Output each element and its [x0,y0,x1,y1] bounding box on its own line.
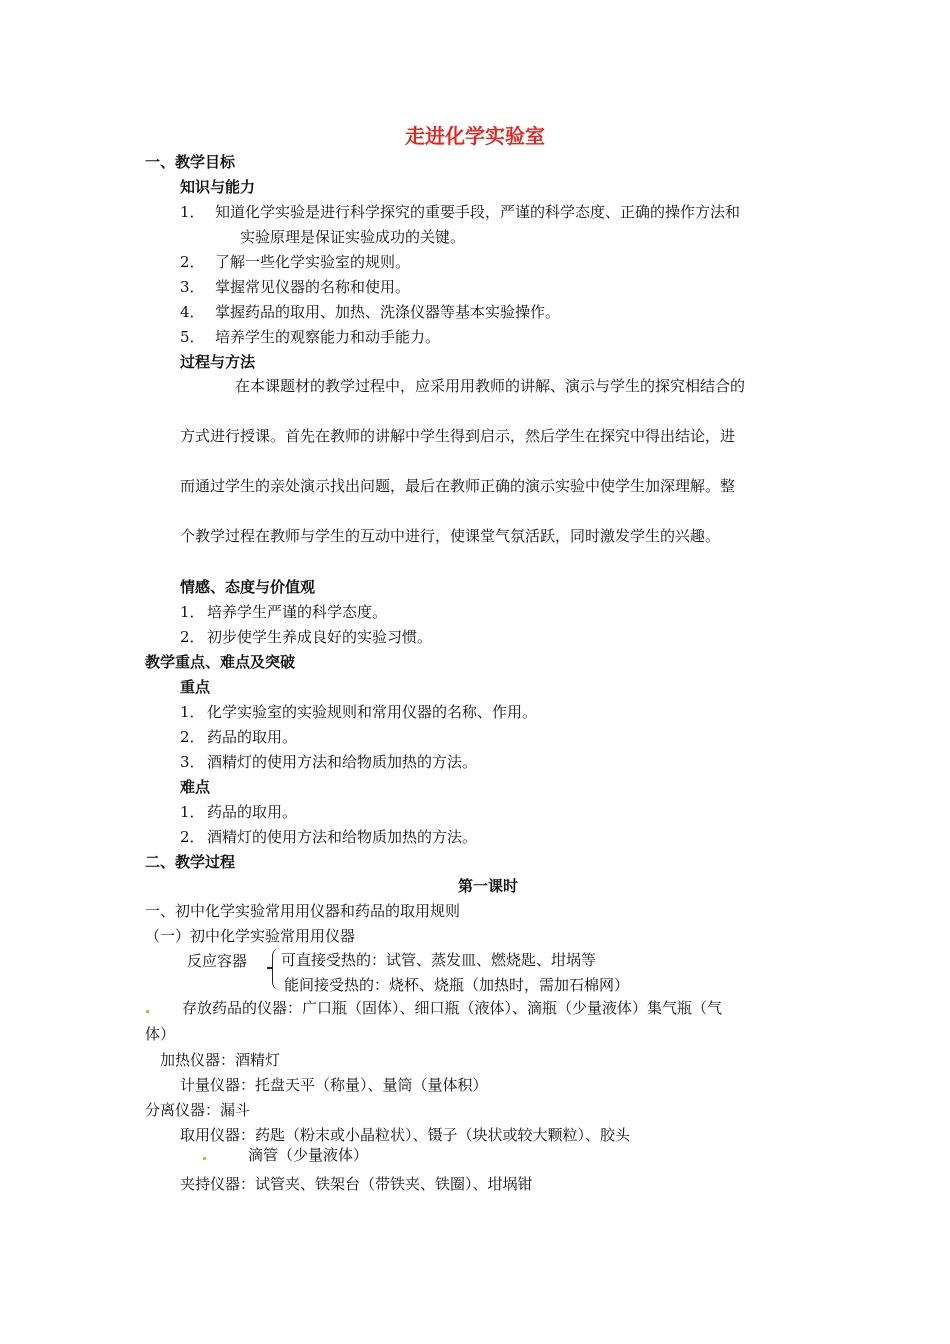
list-number: 4． [180,303,205,321]
list-item-continuation: 实验原理是保证实验成功的关键。 [240,228,466,246]
list-item-text: 知道化学实验是进行科学探究的重要手段，严谨的科学态度、正确的操作方法和 [215,203,741,221]
subheading-emotion: 情感、态度与价值观 [180,578,316,596]
paragraph-line: 而通过学生的亲处演示找出问题，最后在教师正确的演示实验中使学生加深理解。整 [180,477,736,495]
reaction-container-label: 反应容器 [187,952,248,970]
subheading-knowledge: 知识与能力 [180,178,256,196]
holding-instruments: 夹持仪器：试管夹、铁架台（带铁夹、铁圈）、坩埚钳 [180,1175,533,1193]
list-item-text: 培养学生的观察能力和动手能力。 [215,328,441,346]
lesson-heading: 第一课时 [458,877,519,895]
list-number: 1． [180,703,205,721]
list-item-text: 了解一些化学实验室的规则。 [215,253,411,271]
list-number: 1． [180,203,205,221]
bullet-dot [203,1157,206,1160]
reaction-indirect-heating: 能间接受热的：烧杯、烧瓶（加热时，需加石棉网） [284,976,630,994]
bullet-dot [146,1010,149,1013]
list-number: 2． [180,828,205,846]
list-number: 2． [180,253,205,271]
list-item-text: 掌握药品的取用、加热、洗涤仪器等基本实验操作。 [215,303,561,321]
paragraph-line: 在本课题材的教学过程中，应采用用教师的讲解、演示与学生的探究相结合的 [235,377,746,395]
taking-instruments-line: 取用仪器：药匙（粉末或小晶粒状）、镊子（块状或较大颗粒）、胶头 [180,1126,631,1144]
part-heading: 一、初中化学实验常用用仪器和药品的取用规则 [145,902,461,920]
list-item-text: 药品的取用。 [207,803,298,821]
paragraph-line: 方式进行授课。首先在教师的讲解中学生得到启示，然后学生在探究中得出结论，进 [180,427,736,445]
list-number: 2． [180,728,205,746]
list-item-text: 初步使学生养成良好的实验习惯。 [207,628,433,646]
list-number: 3． [180,278,205,296]
list-number: 2． [180,628,205,646]
section-heading-process: 二、教学过程 [145,853,236,871]
subheading-focus: 重点 [180,678,211,696]
subheading-process: 过程与方法 [180,353,256,371]
section-heading-objectives: 一、教学目标 [145,153,236,171]
list-item-text: 酒精灯的使用方法和给物质加热的方法。 [207,828,478,846]
separation-instruments: 分离仪器：漏斗 [145,1101,251,1119]
list-item-text: 酒精灯的使用方法和给物质加热的方法。 [207,753,478,771]
list-number: 3． [180,753,205,771]
list-number: 5． [180,328,205,346]
list-number: 1． [180,803,205,821]
subpart-heading: （一）初中化学实验常用用仪器 [145,927,356,945]
list-item-text: 化学实验室的实验规则和常用仪器的名称、作用。 [207,703,538,721]
list-number: 1． [180,603,205,621]
heating-instruments: 加热仪器：酒精灯 [160,1051,281,1069]
list-item-text: 药品的取用。 [207,728,298,746]
section-heading-keypoints: 教学重点、难点及突破 [145,653,296,671]
paragraph-line: 个教学过程在教师与学生的互动中进行，使课堂气氛活跃，同时激发学生的兴趣。 [180,527,721,545]
measuring-instruments: 计量仪器：托盘天平（称量）、量筒（量体积） [180,1076,488,1094]
storage-instruments-cont: 体） [145,1025,176,1043]
page-title: 走进化学实验室 [405,124,545,148]
taking-instruments-cont: 滴管（少量液体） [248,1146,369,1164]
storage-instruments-line: 存放药品的仪器：广口瓶（固体）、细口瓶（液体）、滴瓶（少量液体）集气瓶（气 [182,999,723,1017]
reaction-direct-heating: 可直接受热的：试管、蒸发皿、燃烧匙、坩埚等 [281,951,597,969]
subheading-difficulty: 难点 [180,778,211,796]
list-item-text: 培养学生严谨的科学态度。 [207,603,388,621]
list-item-text: 掌握常见仪器的名称和使用。 [215,278,411,296]
